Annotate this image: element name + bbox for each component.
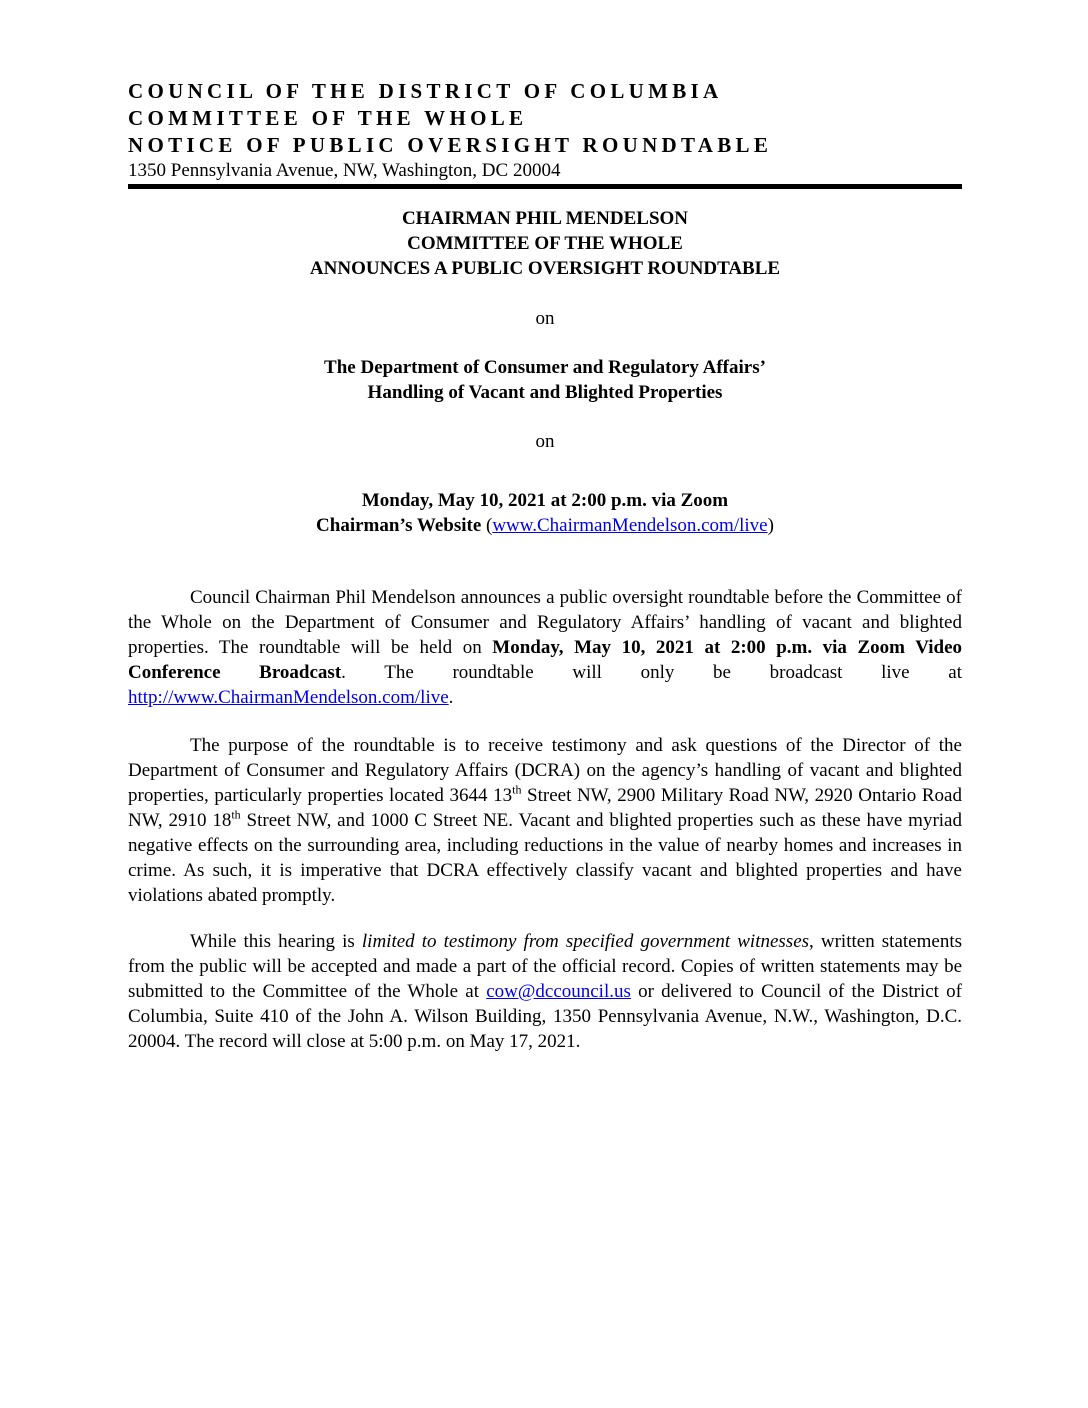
roundtable-subject: [128, 355, 962, 405]
paragraph-purpose: [128, 733, 962, 908]
letterhead-address: 1350 Pennsylvania Avenue, NW, Washington, DC 20004: [128, 160, 561, 181]
letterhead-notice-title: NOTICE OF PUBLIC OVERSIGHT ROUNDTABLE: [128, 133, 773, 157]
ordinal-suffix-2: th: [231, 807, 241, 822]
broadcast-link[interactable]: http://www.ChairmanMendelson.com/live: [128, 687, 449, 708]
connector-on-2: on: [535, 431, 555, 452]
paragraph1-datetime: Monday, May 10, 2021 at 2:00 p.m. via Zoom Video Conference Broadcast: [128, 637, 962, 683]
paragraph1-text-2: . The roundtable will only be broadcast live at: [341, 662, 963, 683]
paragraph3-text-1: While this hearing is: [190, 931, 362, 952]
paragraph2-text-1: The purpose of the roundtable is to receive testimony and ask questions of the Director of the Department of Consumer and Regulatory Affairs (DCRA) on the agency’s handling of vacant and blighted properties, particularly properties located 3644 13: [128, 735, 962, 806]
website-line: [128, 513, 962, 538]
letterhead-committee-name: COMMITTEE OF THE WHOLE: [128, 106, 528, 130]
letterhead-divider: [128, 184, 962, 189]
connector-on-1: on: [535, 308, 555, 329]
website-link[interactable]: www.ChairmanMendelson.com/live: [492, 515, 768, 536]
announcement-chairman: CHAIRMAN PHIL MENDELSON: [401, 208, 689, 229]
ordinal-suffix-1: th: [512, 782, 522, 797]
paragraph3-text-3: or delivered to Council of the District of Columbia, Suite 410 of the John A. Wilson Building, 1350 Pennsylvania Avenue, N.W., Washington, D.C. 20004. The record will close at 5:00 p.m. on May 17, 2021.: [128, 981, 963, 1052]
paragraph3-text-2: , written statements from the public will be accepted and made a part of the official record. Copies of written statements may be submitted to the Committee of the Whole at: [128, 931, 962, 1002]
announcement-committee: COMMITTEE OF THE WHOLE: [407, 233, 683, 254]
roundtable-datetime-block: [128, 488, 962, 538]
announcement-heading: [128, 206, 962, 281]
website-open-paren: (: [481, 515, 493, 536]
announcement-title: ANNOUNCES A PUBLIC OVERSIGHT ROUNDTABLE: [309, 258, 781, 279]
roundtable-subject-line-2: Handling of Vacant and Blighted Properties: [367, 382, 723, 403]
website-label: Chairman’s Website: [316, 515, 482, 536]
letterhead-council-name: COUNCIL OF THE DISTRICT OF COLUMBIA: [128, 79, 723, 103]
paragraph1-text-1: Council Chairman Phil Mendelson announces a public oversight roundtable before the Committee of the Whole on the Department of Consumer and Regulatory Affairs’ handling of vacant and blighted properties. The roundtable will be held on: [128, 587, 962, 658]
paragraph-testimony: [128, 929, 962, 1054]
letterhead: [128, 78, 968, 183]
roundtable-datetime: Monday, May 10, 2021 at 2:00 p.m. via Zoom: [361, 490, 729, 511]
roundtable-subject-line-1: The Department of Consumer and Regulatory Affairs’: [324, 357, 766, 378]
email-link[interactable]: cow@dccouncil.us: [486, 981, 631, 1002]
paragraph2-text-2: Street NW, 2900 Military Road NW, 2920 Ontario Road NW, 2910 18: [128, 785, 962, 831]
paragraph2-text-3: Street NW, and 1000 C Street NE. Vacant and blighted properties such as these have myriad negative effects on the surrounding area, including reductions in the value of nearby homes and increases in crime. As such, it is imperative that DCRA effectively classify vacant and blighted properties and have violations abated promptly.: [128, 810, 962, 906]
paragraph3-italic: limited to testimony from specified government witnesses: [361, 931, 810, 952]
paragraph1-text-3: .: [448, 687, 454, 708]
website-close-paren: ): [767, 515, 774, 536]
paragraph-announcement: [128, 585, 962, 710]
